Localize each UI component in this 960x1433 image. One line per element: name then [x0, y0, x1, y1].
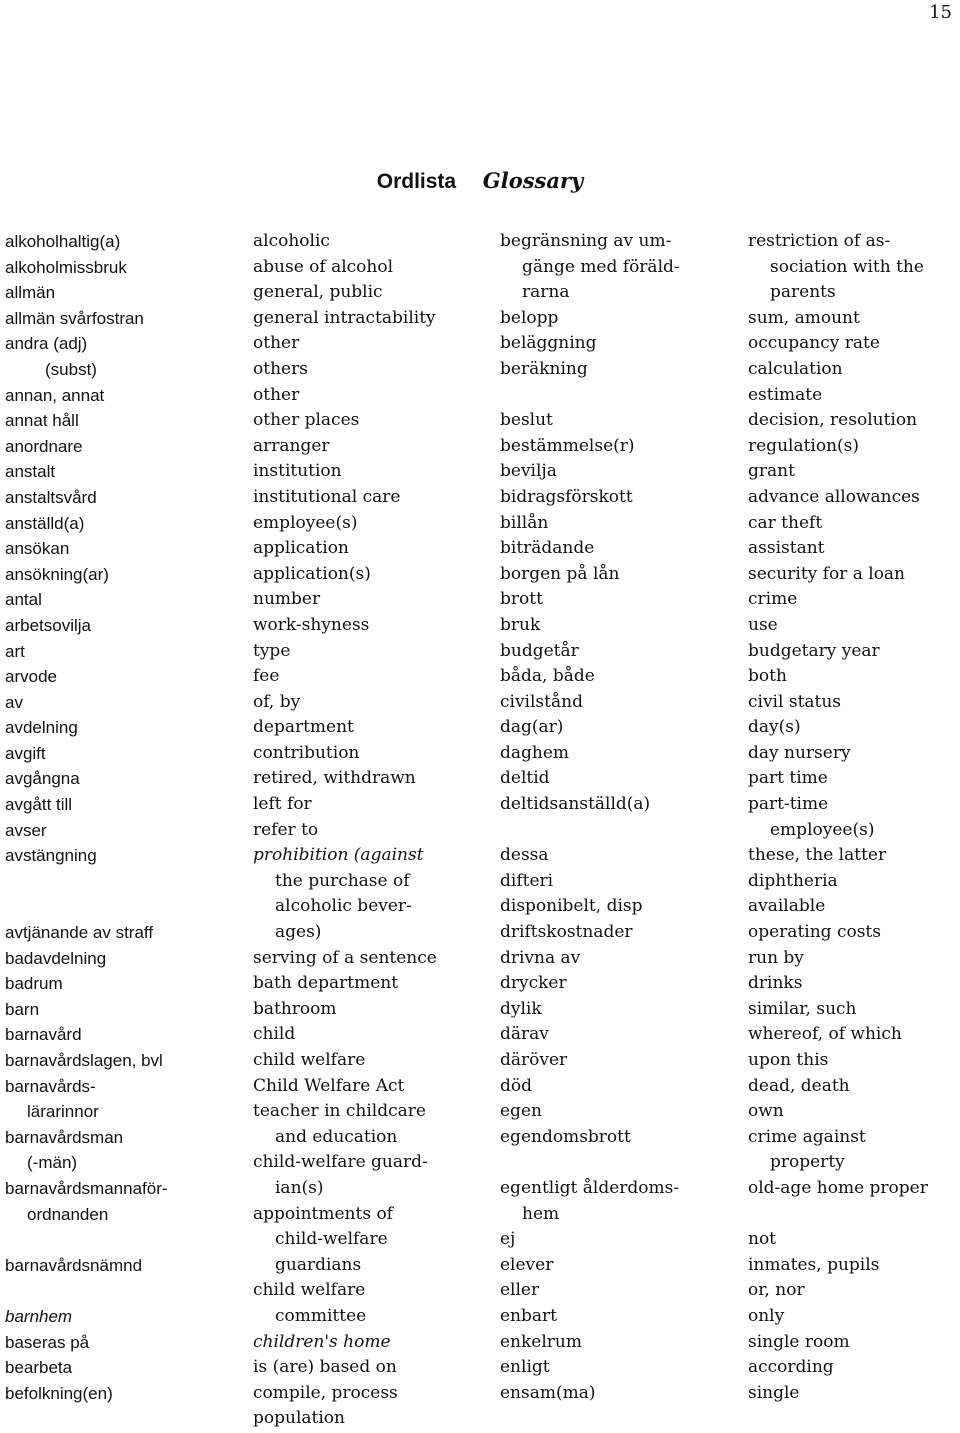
- glossary-line: avtjänande av straff: [5, 923, 154, 943]
- glossary-line: part time: [748, 768, 828, 789]
- glossary-line: calculation: [748, 358, 843, 379]
- glossary-line: application: [253, 538, 349, 559]
- glossary-line: egendomsbrott: [500, 1126, 631, 1147]
- glossary-line: [5, 869, 168, 895]
- glossary-line: bruk: [500, 614, 541, 635]
- glossary-line: alkoholhaltig(a): [5, 232, 121, 251]
- glossary-line: barnavårds-: [5, 1076, 96, 1096]
- glossary-line: occupancy rate: [748, 333, 880, 354]
- glossary-line: barnavårdsnämnd: [5, 1255, 143, 1275]
- glossary-line: appointments of: [253, 1203, 393, 1224]
- glossary-line: day nursery: [748, 742, 851, 763]
- glossary-line: däröver: [500, 1050, 568, 1070]
- glossary-line: and education: [275, 1126, 398, 1147]
- glossary-line: guardians: [275, 1254, 362, 1275]
- glossary-line: restriction of as-: [748, 231, 891, 251]
- glossary-line: estimate: [748, 384, 823, 405]
- glossary-line: institution: [253, 461, 342, 482]
- glossary-line: [500, 1150, 680, 1176]
- glossary-line: work-shyness: [253, 614, 370, 635]
- glossary-line: other: [253, 384, 300, 405]
- glossary-line: död: [500, 1075, 532, 1096]
- glossary-line: number: [253, 589, 321, 610]
- glossary-line: employee(s): [253, 512, 358, 533]
- glossary-line: arbetsovilja: [5, 615, 91, 635]
- glossary-line: anordnare: [5, 436, 83, 456]
- glossary-line: retired, withdrawn: [253, 768, 416, 789]
- glossary-line: whereof, of which: [748, 1024, 902, 1045]
- glossary-line: not: [748, 1229, 777, 1250]
- title-swedish: Ordlista: [376, 170, 457, 193]
- glossary-line: bestämmelse(r): [500, 435, 635, 456]
- glossary-line: single: [748, 1382, 800, 1403]
- glossary-line: application(s): [253, 563, 371, 584]
- glossary-line: budgetary year: [748, 640, 880, 661]
- glossary-line: general intractability: [253, 307, 436, 328]
- glossary-line: daghem: [500, 742, 570, 763]
- glossary-line: dead, death: [748, 1075, 850, 1096]
- glossary-line: borgen på lån: [500, 563, 620, 584]
- page-number: 15: [929, 2, 952, 23]
- glossary-line: sum, amount: [748, 307, 860, 328]
- glossary-line: alkoholmissbruk: [5, 257, 127, 277]
- glossary-line: anstaltsvård: [5, 487, 97, 507]
- glossary-line: eller: [500, 1280, 540, 1301]
- glossary-line: ordnanden: [27, 1204, 109, 1224]
- glossary-line: part-time: [748, 794, 829, 815]
- glossary-line: deltid: [500, 768, 550, 789]
- glossary-line: institutional care: [253, 486, 401, 507]
- glossary-line: dag(ar): [500, 717, 564, 738]
- glossary-line: barnavård: [5, 1025, 82, 1045]
- glossary-line: begränsning av um-: [500, 231, 672, 251]
- glossary-line: assistant: [748, 538, 825, 559]
- glossary-line: badrum: [5, 974, 63, 994]
- glossary-line: contribution: [253, 742, 360, 763]
- glossary-line: drycker: [500, 973, 567, 994]
- glossary-line: bevilja: [500, 461, 557, 482]
- glossary-line: the purchase of: [275, 870, 410, 891]
- glossary-line: difteri: [500, 870, 554, 891]
- glossary-line: child welfare: [253, 1280, 366, 1301]
- glossary-line: enbart: [500, 1305, 557, 1326]
- glossary-line: old-age home proper: [748, 1177, 928, 1198]
- swedish-terms-column-1: [5, 229, 168, 1406]
- glossary-line: other: [253, 333, 300, 354]
- glossary-line: befolkning(en): [5, 1383, 113, 1403]
- glossary-line: inmates, pupils: [748, 1254, 880, 1275]
- glossary-line: beslut: [500, 410, 553, 431]
- glossary-line: ej: [500, 1229, 516, 1250]
- glossary-line: child-welfare guard-: [253, 1152, 428, 1173]
- glossary-line: av: [5, 692, 23, 712]
- glossary-line: arvode: [5, 667, 57, 687]
- glossary-line: serving of a sentence: [253, 947, 437, 968]
- glossary-line: operating costs: [748, 922, 881, 943]
- glossary-line: committee: [275, 1305, 367, 1326]
- glossary-line: ansökning(ar): [5, 564, 109, 584]
- glossary-line: according: [748, 1357, 834, 1378]
- glossary-line: [500, 818, 680, 844]
- glossary-line: enligt: [500, 1357, 550, 1378]
- glossary-line: barnavårdsman: [5, 1127, 124, 1147]
- glossary-line: department: [253, 717, 354, 738]
- glossary-line: allmän svårfostran: [5, 308, 144, 328]
- glossary-line: these, the latter: [748, 845, 887, 866]
- glossary-line: is (are) based on: [253, 1357, 397, 1378]
- glossary-line: others: [253, 358, 308, 379]
- glossary-line: annan, annat: [5, 385, 105, 405]
- glossary-line: child-welfare: [275, 1229, 388, 1250]
- glossary-line: elever: [500, 1254, 554, 1275]
- glossary-line: advance allowances: [748, 486, 920, 507]
- glossary-line: both: [748, 666, 787, 687]
- glossary-line: only: [748, 1305, 785, 1326]
- glossary-line: parents: [770, 282, 836, 303]
- glossary-line: other places: [253, 410, 360, 431]
- glossary-line: diphtheria: [748, 870, 838, 891]
- glossary-line: teacher in childcare: [253, 1101, 426, 1122]
- glossary-line: beräkning: [500, 358, 588, 379]
- glossary-line: belopp: [500, 307, 559, 328]
- glossary-line: andra (adj): [5, 334, 88, 354]
- glossary-line: ian(s): [275, 1177, 324, 1198]
- glossary-line: civilstånd: [500, 691, 583, 712]
- glossary-line: property: [770, 1152, 845, 1173]
- glossary-line: bidragsförskott: [500, 486, 633, 507]
- glossary-line: left for: [253, 794, 312, 815]
- glossary-line: single room: [748, 1331, 850, 1352]
- glossary-line: own: [748, 1101, 784, 1122]
- glossary-line: regulation(s): [748, 435, 860, 456]
- glossary-line: disponibelt, disp: [500, 896, 643, 917]
- glossary-line: rarna: [522, 282, 570, 303]
- glossary-line: bath department: [253, 973, 399, 994]
- glossary-line: avgått till: [5, 795, 73, 815]
- glossary-line: [5, 1227, 168, 1253]
- glossary-line: compile, process: [253, 1382, 398, 1403]
- glossary-line: ages): [275, 922, 322, 943]
- glossary-line: civil status: [748, 691, 842, 712]
- glossary-line: dylik: [500, 998, 542, 1019]
- glossary-line: barn: [5, 999, 40, 1019]
- glossary-line: drinks: [748, 973, 803, 994]
- glossary-line: därav: [500, 1024, 549, 1045]
- glossary-line: art: [5, 641, 25, 661]
- glossary-line: annat håll: [5, 411, 79, 431]
- glossary-line: refer to: [253, 819, 319, 840]
- glossary-line: or, nor: [748, 1280, 805, 1301]
- glossary-line: avdelning: [5, 718, 78, 738]
- glossary-line: avgångna: [5, 769, 80, 789]
- page-title: [0, 168, 960, 194]
- glossary-line: badavdelning: [5, 948, 107, 968]
- glossary-line: avser: [5, 820, 47, 840]
- glossary-line: biträdande: [500, 538, 595, 559]
- glossary-line: of, by: [253, 691, 301, 712]
- glossary-line: brott: [500, 589, 543, 610]
- glossary-line: [500, 383, 680, 409]
- glossary-line: decision, resolution: [748, 410, 918, 431]
- glossary-line: lärarinnor: [27, 1102, 99, 1122]
- glossary-line: (-män): [27, 1153, 78, 1173]
- glossary-line: anställd(a): [5, 513, 85, 533]
- glossary-line: car theft: [748, 512, 823, 533]
- glossary-line: bathroom: [253, 998, 337, 1019]
- glossary-line: [5, 1278, 168, 1304]
- glossary-line: driftskostnader: [500, 922, 633, 943]
- glossary-line: gänge med föräld-: [522, 256, 680, 277]
- glossary-line: ensam(ma): [500, 1382, 596, 1403]
- glossary-line: population: [253, 1408, 345, 1429]
- glossary-line: crime against: [748, 1126, 866, 1147]
- swedish-terms-column-2: [500, 229, 680, 1406]
- glossary-line: antal: [5, 590, 42, 610]
- glossary-line: arranger: [253, 435, 330, 456]
- glossary-line: egentligt ålderdoms-: [500, 1177, 680, 1198]
- glossary-line: beläggning: [500, 333, 597, 354]
- glossary-line: anstalt: [5, 462, 56, 482]
- glossary-line: alcoholic: [253, 231, 330, 251]
- glossary-line: general, public: [253, 282, 383, 303]
- glossary-line: hem: [522, 1203, 560, 1224]
- glossary-line: child welfare: [253, 1050, 366, 1070]
- glossary-line: grant: [748, 461, 795, 482]
- glossary-line: [748, 1202, 928, 1228]
- glossary-line: employee(s): [770, 819, 875, 840]
- glossary-line: avstängning: [5, 846, 97, 866]
- glossary-line: deltidsanställd(a): [500, 794, 651, 815]
- glossary-line: fee: [253, 666, 280, 687]
- glossary-line: abuse of alcohol: [253, 256, 394, 277]
- glossary-line: day(s): [748, 717, 801, 738]
- glossary-line: child: [253, 1024, 296, 1045]
- glossary-line: children's home: [253, 1331, 391, 1352]
- glossary-line: crime: [748, 589, 798, 610]
- glossary-line: prohibition (against: [253, 845, 424, 866]
- glossary-line: available: [748, 896, 826, 917]
- glossary-line: barnhem: [5, 1306, 73, 1326]
- glossary-line: billån: [500, 512, 549, 533]
- glossary-line: similar, such: [748, 998, 857, 1019]
- glossary-line: upon this: [748, 1050, 829, 1070]
- glossary-line: security for a loan: [748, 563, 906, 584]
- glossary-line: barnavårdsmannaför-: [5, 1178, 168, 1198]
- glossary-line: avgift: [5, 743, 46, 763]
- glossary-line: budgetår: [500, 640, 579, 661]
- english-terms-column-2: [748, 229, 928, 1406]
- glossary-line: allmän: [5, 283, 56, 303]
- title-english: Glossary: [482, 168, 584, 193]
- glossary-line: båda, både: [500, 666, 595, 687]
- glossary-line: (subst): [45, 359, 97, 379]
- glossary-line: type: [253, 640, 291, 661]
- glossary-line: Child Welfare Act: [253, 1075, 405, 1096]
- glossary-line: egen: [500, 1101, 542, 1122]
- english-terms-column-1: [253, 229, 437, 1432]
- glossary-line: alcoholic bever-: [275, 896, 412, 917]
- glossary-line: sociation with the: [770, 256, 924, 277]
- glossary-line: dessa: [500, 845, 549, 866]
- glossary-line: drivna av: [500, 947, 581, 968]
- glossary-line: baseras på: [5, 1332, 90, 1352]
- glossary-line: ansökan: [5, 539, 70, 559]
- glossary-line: enkelrum: [500, 1331, 583, 1352]
- glossary-line: [5, 894, 168, 920]
- glossary-line: bearbeta: [5, 1358, 73, 1378]
- glossary-line: run by: [748, 947, 804, 968]
- glossary-line: use: [748, 614, 778, 635]
- glossary-line: barnavårdslagen, bvl: [5, 1051, 163, 1070]
